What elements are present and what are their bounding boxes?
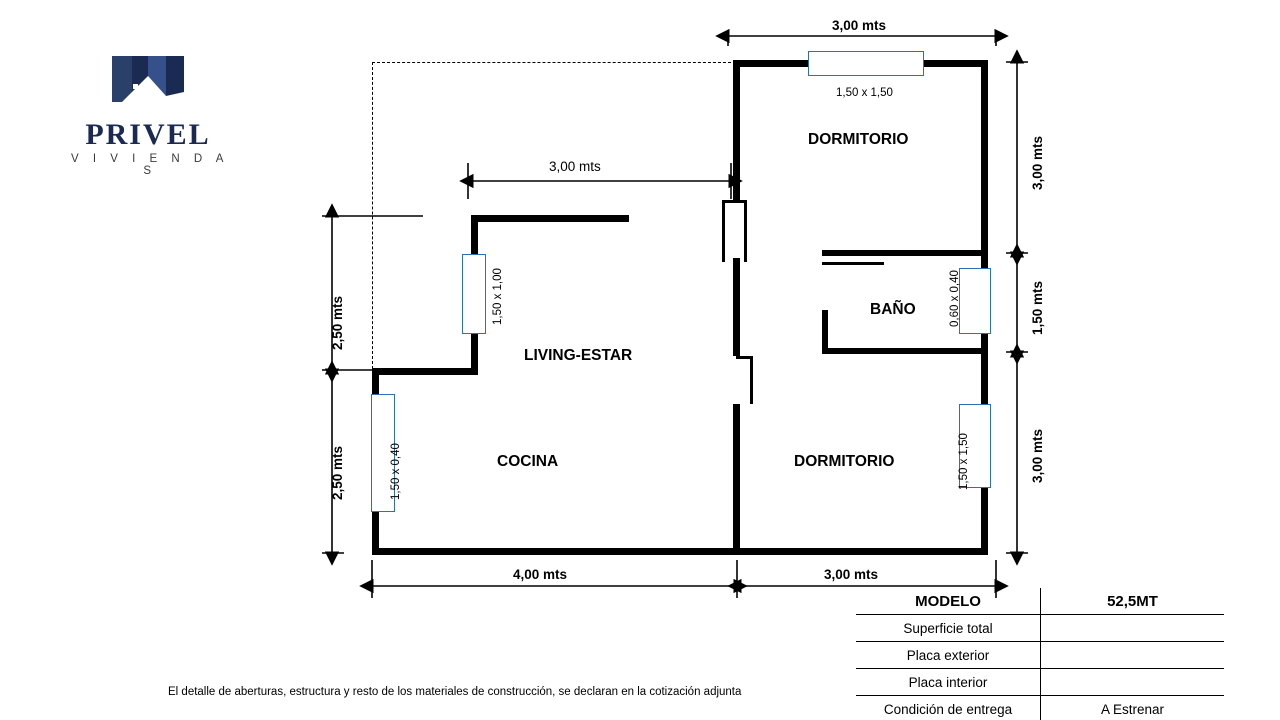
wall-bano-left xyxy=(822,310,828,354)
table-row xyxy=(856,615,1224,642)
spec-label: Placa interior xyxy=(856,669,1041,696)
window-dormitorio-2-label: 1,50 x 1,50 xyxy=(958,433,970,490)
window-bano xyxy=(959,268,991,334)
door-leaf-dormitorio-2 xyxy=(750,356,753,404)
room-label-bano: BAÑO xyxy=(870,301,916,318)
table-row xyxy=(856,588,1224,615)
dashed-guide-top xyxy=(372,62,736,63)
wall-central-vertical-lower xyxy=(733,404,740,555)
dim-interior-top: 3,00 mts xyxy=(549,159,601,174)
table-row xyxy=(856,669,1224,696)
door-swing-dormitorio-1 xyxy=(722,200,725,262)
door-head-dormitorio-2 xyxy=(736,356,753,359)
dim-bottom-right: 3,00 mts xyxy=(824,567,879,582)
window-cocina-label: 1,50 x 0,40 xyxy=(390,443,402,500)
dim-right-top: 3,00 mts xyxy=(1030,135,1045,190)
window-living-label: 1,50 x 1,00 xyxy=(492,268,504,325)
table-row xyxy=(856,696,1224,720)
dim-bottom-left: 4,00 mts xyxy=(513,567,568,582)
door-leaf-dormitorio-1 xyxy=(744,200,747,262)
dim-left-lower: 2,50 mts xyxy=(330,445,345,500)
wall-living-step-horizontal-lower xyxy=(372,368,478,375)
window-bano-label: 0,60 x 0,40 xyxy=(949,270,961,327)
spec-label: MODELO xyxy=(856,588,1041,615)
wall-living-top-horizontal xyxy=(471,215,629,222)
spec-value: 52,5MT xyxy=(1041,588,1225,615)
spec-value: A Estrenar xyxy=(1041,696,1225,720)
spec-label: Condición de entrega xyxy=(856,696,1041,720)
door-swing-bano xyxy=(822,250,884,253)
table-row xyxy=(856,642,1224,669)
wall-central-vertical-mid xyxy=(733,258,740,356)
door-head-dormitorio-1 xyxy=(722,200,747,203)
spec-table xyxy=(856,588,1224,720)
wall-bano-bottom xyxy=(822,348,988,354)
logo-wordmark: PRIVEL xyxy=(85,118,211,151)
wall-central-vertical-upper xyxy=(733,60,740,200)
dim-right-middle: 1,50 mts xyxy=(1030,280,1045,335)
logo-tagline: V I V I E N D A S xyxy=(71,153,229,177)
dim-left-upper: 2,50 mts xyxy=(330,295,345,350)
window-dormitorio-1 xyxy=(808,51,924,76)
spec-value xyxy=(1041,669,1225,696)
room-label-dormitorio-2: DORMITORIO xyxy=(794,453,895,470)
spec-value xyxy=(1041,642,1225,669)
window-dormitorio-1-label: 1,50 x 1,50 xyxy=(836,87,893,99)
spec-label: Superficie total xyxy=(856,615,1041,642)
room-label-cocina: COCINA xyxy=(497,453,559,470)
window-living xyxy=(462,254,486,334)
spec-label: Placa exterior xyxy=(856,642,1041,669)
wall-bottom xyxy=(372,548,988,555)
door-leaf-bano xyxy=(822,262,884,265)
dim-right-bottom: 3,00 mts xyxy=(1030,428,1045,483)
dashed-guide-left xyxy=(372,62,373,369)
footnote-text: El detalle de aberturas, estructura y resto de los materiales de construcción, se declaran en la cotización adjunta xyxy=(168,686,742,698)
dim-top-right: 3,00 mts xyxy=(832,18,887,33)
spec-value xyxy=(1041,615,1225,642)
room-label-dormitorio-1: DORMITORIO xyxy=(808,131,909,148)
room-label-living: LIVING-ESTAR xyxy=(524,347,633,364)
